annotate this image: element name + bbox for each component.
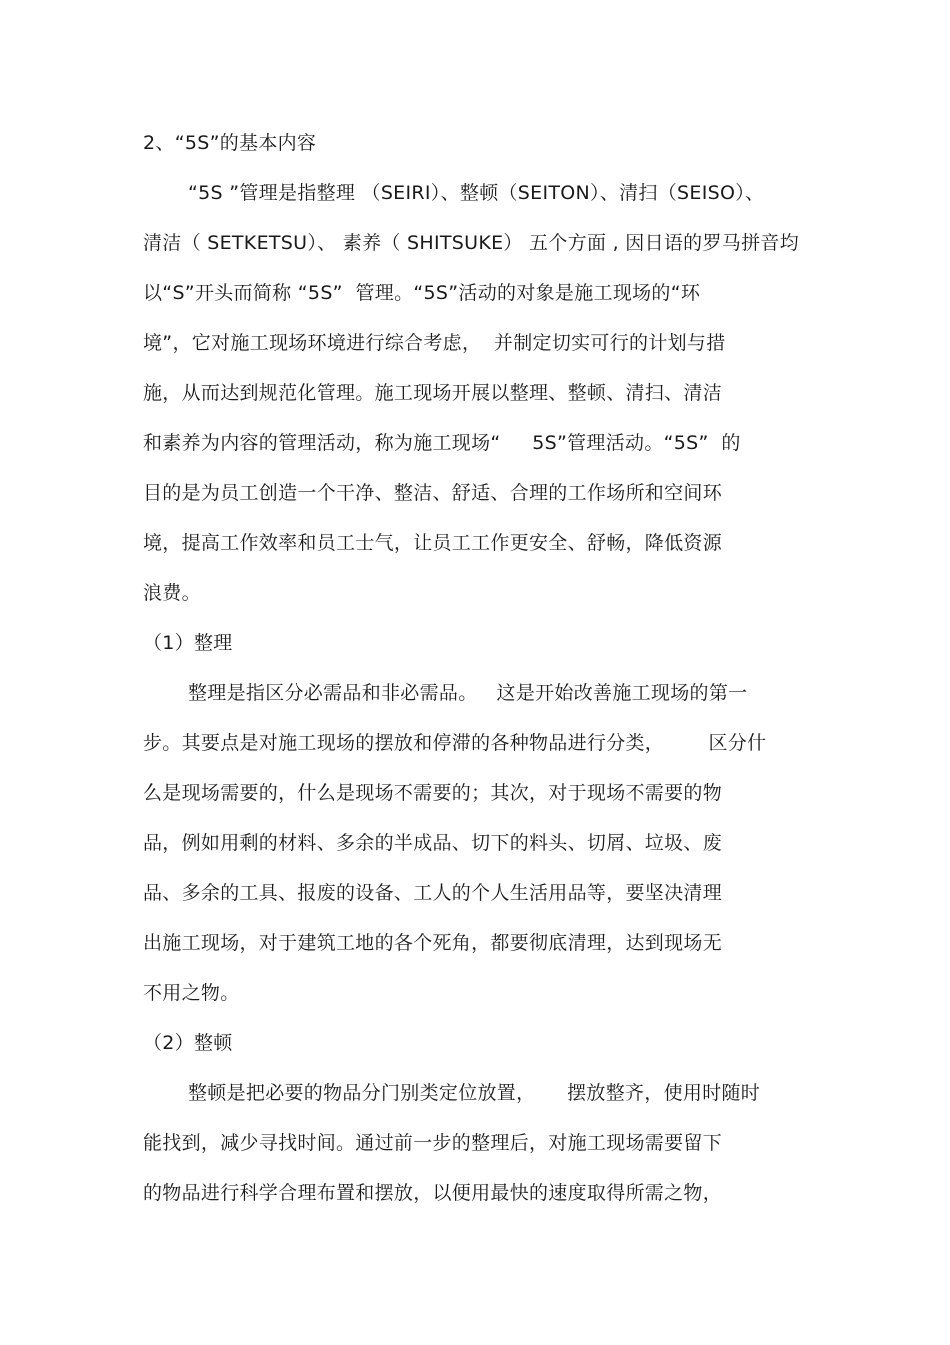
- paragraph-line: 境，提高工作效率和员工士气，让员工工作更安全、舒畅，降低资源: [143, 532, 723, 554]
- paragraph-line: 出施工现场，对于建筑工地的各个死角，都要彻底清理，达到现场无: [143, 932, 723, 954]
- paragraph-line: 目的是为员工创造一个干净、整洁、舒适、合理的工作场所和空间环: [143, 482, 723, 504]
- paragraph-line: 整理是指区分必需品和非必需品。 这是开始改善施工现场的第一: [188, 682, 748, 704]
- paragraph-line: 品，例如用剩的材料、多余的半成品、切下的料头、切屑、垃圾、废: [143, 832, 723, 854]
- paragraph-line: 整顿是把必要的物品分门别类定位放置， 摆放整齐，使用时随时: [188, 1082, 761, 1104]
- paragraph-line: 以“S”开头而简称 “5S” 管理。“5S”活动的对象是施工现场的“环: [143, 282, 701, 304]
- paragraph-line: 清洁（ SETKETSU）、 素养（ SHITSUKE） 五个方面 , 因日语的罗马拼音均: [143, 232, 799, 254]
- paragraph-line: 和素养为内容的管理活动，称为施工现场“ 5S”管理活动。“5S” 的: [143, 432, 741, 454]
- subsection-title-1: （1）整理: [143, 632, 233, 654]
- paragraph-line: 浪费。: [143, 582, 201, 604]
- subsection-title-2: （2）整顿: [143, 1032, 233, 1054]
- paragraph-line: 境”，它对施工现场环境进行综合考虑， 并制定切实可行的计划与措: [143, 332, 726, 354]
- paragraph-line: 不用之物。: [143, 982, 240, 1004]
- paragraph-line: 品、多余的工具、报废的设备、工人的个人生活用品等，要坚决清理: [143, 882, 723, 904]
- paragraph-line: 么是现场需要的，什么是现场不需要的；其次，对于现场不需要的物: [143, 782, 723, 804]
- paragraph-line: 的物品进行科学合理布置和摆放，以便用最快的速度取得所需之物，: [143, 1182, 723, 1204]
- paragraph-line: 施，从而达到规范化管理。施工现场开展以整理、整顿、清扫、清洁: [143, 382, 723, 404]
- section-title: 2、“5S”的基本内容: [143, 132, 317, 154]
- paragraph-line: 步。其要点是对施工现场的摆放和停滞的各种物品进行分类， 区分什: [143, 732, 767, 754]
- paragraph-line: “5S ”管理是指整理 （SEIRI）、整顿（SEITON）、清扫（SEISO）、: [188, 182, 765, 204]
- paragraph-line: 能找到，减少寻找时间。通过前一步的整理后，对施工现场需要留下: [143, 1132, 723, 1154]
